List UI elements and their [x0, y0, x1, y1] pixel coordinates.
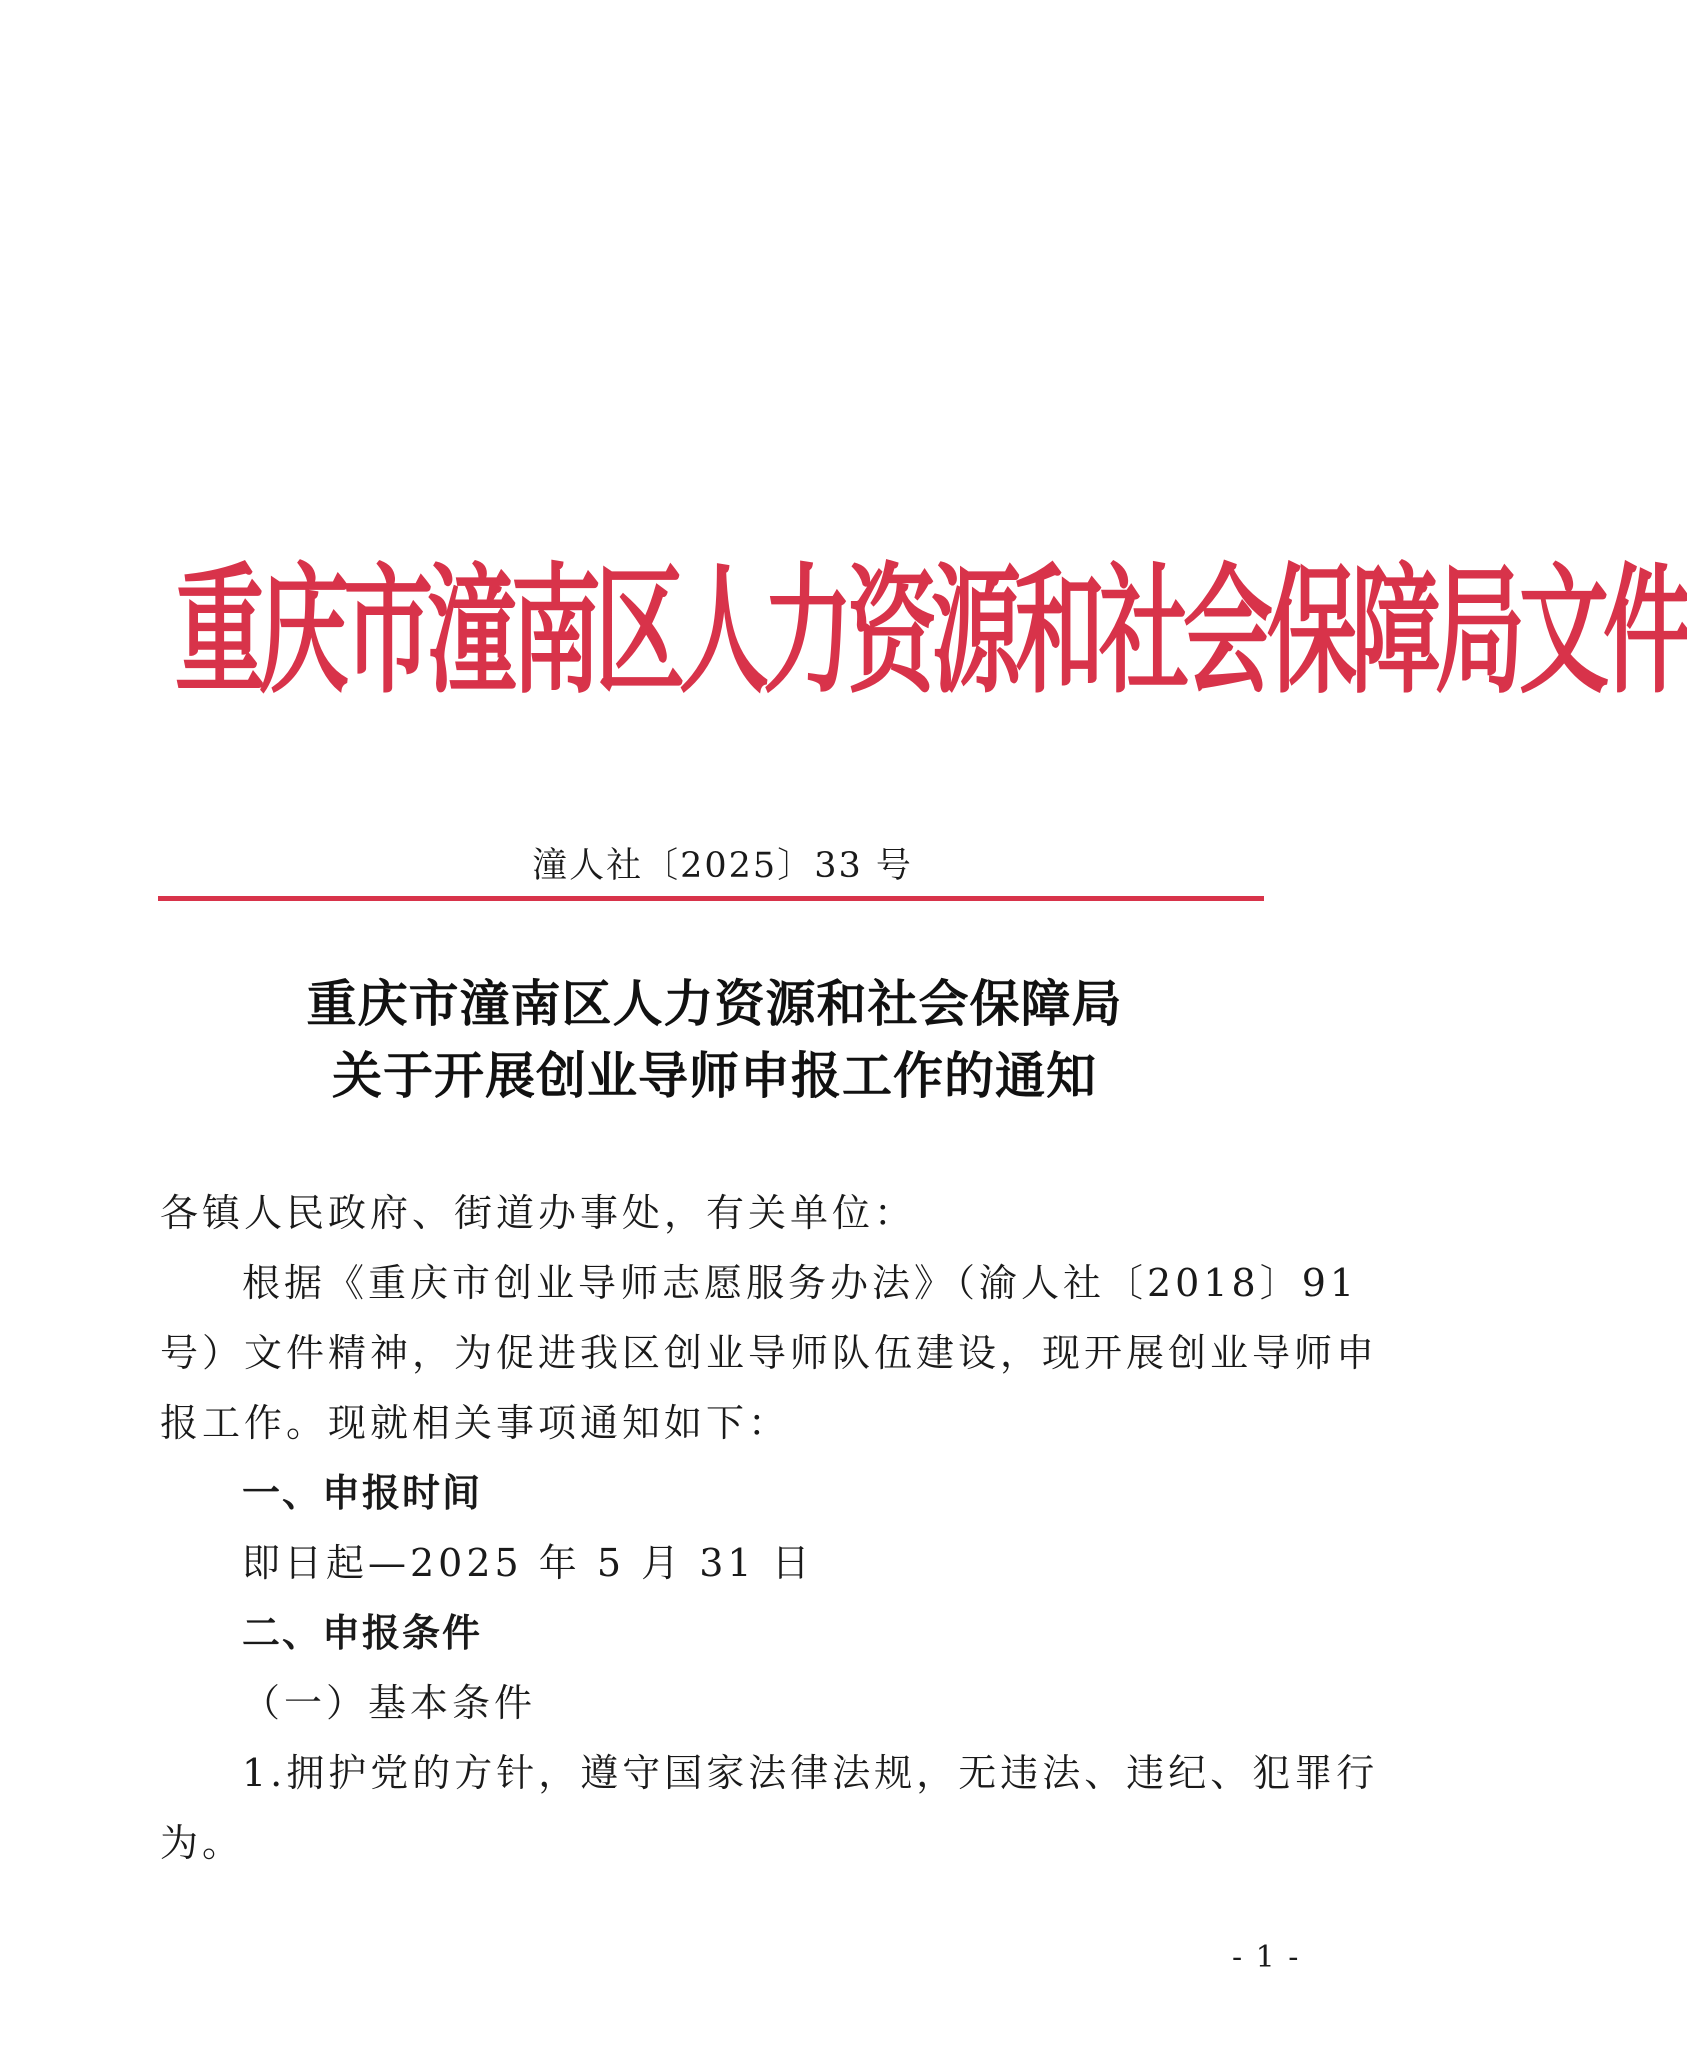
- section-heading: 二、申报条件: [242, 1611, 483, 1655]
- paragraph-line: 根据《重庆市创业导师志愿服务办法》（渝人社〔2018〕91: [242, 1261, 1359, 1305]
- red-separator-rule: [158, 896, 1264, 901]
- subsection-heading: （一）基本条件: [242, 1681, 537, 1725]
- page-number: - 1 -: [1232, 1940, 1301, 1975]
- notice-title-line-2: 关于开展创业导师申报工作的通知: [332, 1047, 1097, 1105]
- section-heading: 一、申报时间: [242, 1471, 483, 1515]
- section-text: 即日起—2025 年 5 月 31 日: [242, 1541, 814, 1585]
- list-item-line: 1.拥护党的方针，遵守国家法律法规，无违法、违纪、犯罪行: [242, 1751, 1379, 1795]
- paragraph-line: 报工作。现就相关事项通知如下：: [160, 1401, 791, 1445]
- addressee-line: 各镇人民政府、街道办事处，有关单位：: [160, 1191, 917, 1235]
- notice-title-line-1: 重庆市潼南区人力资源和社会保障局: [306, 975, 1123, 1033]
- paragraph-line: 号）文件精神，为促进我区创业导师队伍建设，现开展创业导师申: [160, 1331, 1379, 1375]
- issuer-header-title: 重庆市潼南区人力资源和社会保障局文件: [175, 550, 1687, 714]
- list-item-line: 为。: [160, 1821, 245, 1865]
- document-number: 潼人社〔2025〕33 号: [532, 846, 913, 886]
